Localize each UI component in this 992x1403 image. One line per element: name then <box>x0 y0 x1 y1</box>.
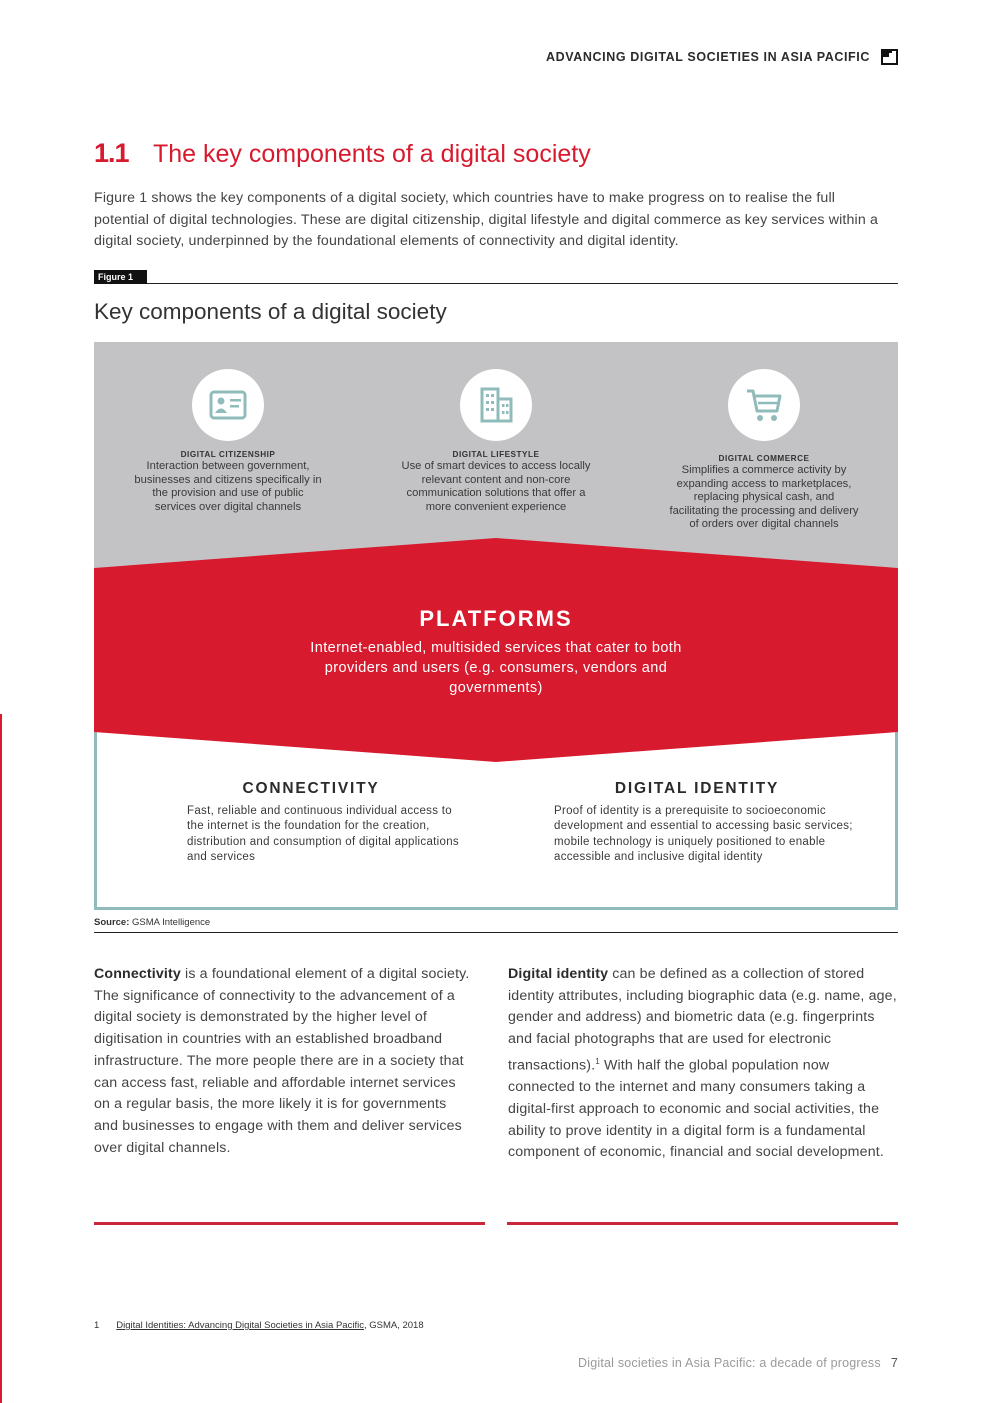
figure-top-rule <box>94 283 898 284</box>
figure-bottom-rule <box>94 932 898 933</box>
section-title: The key components of a digital society <box>153 140 591 168</box>
digital-lifestyle-icon-circle <box>460 369 532 441</box>
body-column-left <box>94 964 472 1159</box>
footnote <box>94 1320 424 1331</box>
footnote-link[interactable]: Digital Identities: Advancing Digital Societies in Asia Pacific <box>116 1320 364 1331</box>
id-card-icon <box>208 385 248 425</box>
left-margin-accent-bar <box>0 714 2 1403</box>
buildings-icon <box>476 385 516 425</box>
digital-identity-title: DIGITAL IDENTITY <box>614 780 780 797</box>
report-logo-icon <box>881 49 898 65</box>
source-label: Source: <box>94 917 130 928</box>
component-title: DIGITAL CITIZENSHIP <box>180 450 276 459</box>
footnote-number: 1 <box>94 1320 100 1331</box>
component-description: Simplifies a commerce activity by expanding access to marketplaces, replacing physical cash, and facilitating the processing and delivery of orders over digital channels <box>669 464 859 531</box>
body-column-right <box>508 964 898 1164</box>
footnote-rest: , GSMA, 2018 <box>363 1320 424 1331</box>
component-digital-lifestyle <box>401 449 591 514</box>
source-text: GSMA Intelligence <box>132 917 211 928</box>
body-lead: Connectivity <box>94 966 181 982</box>
platforms-description: Internet-enabled, multisided services that cater to both providers and users (e.g. consumers, vendors and governments) <box>310 640 682 696</box>
page-footer <box>578 1356 898 1370</box>
body-lead: Digital identity <box>508 966 609 982</box>
body-text: can be defined as a collection of stored identity attributes, including biographic data (e.g. name, age, gender and address) and biometric data (e.g. fingerprints and facial photographs that are used for electronic transactions). <box>508 966 897 1074</box>
right-column-rule <box>507 1222 898 1225</box>
figure-label: Figure 1 <box>94 270 147 284</box>
digital-commerce-icon-circle <box>728 369 800 441</box>
body-text: is a foundational element of a digital society. The significance of connectivity to the advancement of a digital society is demonstrated by the higher level of digitisation in countries with an established broadband infrastructure. The more people there are in a society that can access fast, reliable and affordable internet services on a regular basis, the more likely it is for governments and businesses to engage with them and deliver services over digital channels. <box>94 966 470 1156</box>
section-number: 1.1 <box>94 138 129 168</box>
figure-source <box>94 917 210 928</box>
component-title: DIGITAL COMMERCE <box>718 454 810 463</box>
shopping-cart-icon <box>744 385 784 425</box>
digital-identity-description: Proof of identity is a prerequisite to socioeconomic development and essential to accessing basic services; mobile technology is uniquely positioned to enable accessible and inclusive digital identity <box>554 805 853 863</box>
footer-text: Digital societies in Asia Pacific: a decade of progress <box>578 1356 881 1370</box>
body-text-continued: With half the global population now connected to the internet and many consumers taking a digital-first approach to economic and social activities, the ability to prove identity in a digital form is a fundamental component of economic, financial and social development. <box>508 1057 884 1161</box>
running-header: ADVANCING DIGITAL SOCIETIES IN ASIA PACIFIC <box>546 50 870 64</box>
intro-paragraph: Figure 1 shows the key components of a digital society, which countries have to make progress on to realise the full potential of digital technologies. These are digital citizenship, digital lifestyle and digital commerce as key services within a digital society, underpinned by the foundational elements of connectivity and digital identity. <box>94 190 879 250</box>
connectivity-title: CONNECTIVITY <box>242 780 380 797</box>
digital-citizenship-icon-circle <box>192 369 264 441</box>
component-title: DIGITAL LIFESTYLE <box>452 450 540 459</box>
component-digital-citizenship <box>133 449 323 514</box>
component-digital-commerce <box>669 453 859 532</box>
page-number: 7 <box>890 1356 898 1370</box>
component-description: Use of smart devices to access locally relevant content and non-core communication solutions that offer a more convenient experience <box>401 460 591 513</box>
left-column-rule <box>94 1222 485 1225</box>
figure-title: Key components of a digital society <box>94 299 447 324</box>
digital-society-diagram <box>94 342 898 910</box>
component-description: Interaction between government, businesses and citizens specifically in the provision and use of public services over digital channels <box>134 460 322 513</box>
footnote-ref[interactable]: 1 <box>595 1056 600 1066</box>
platforms-title: PLATFORMS <box>419 606 573 631</box>
connectivity-description: Fast, reliable and continuous individual access to the internet is the foundation for the creation, distribution and consumption of digital applications and services <box>187 805 459 863</box>
